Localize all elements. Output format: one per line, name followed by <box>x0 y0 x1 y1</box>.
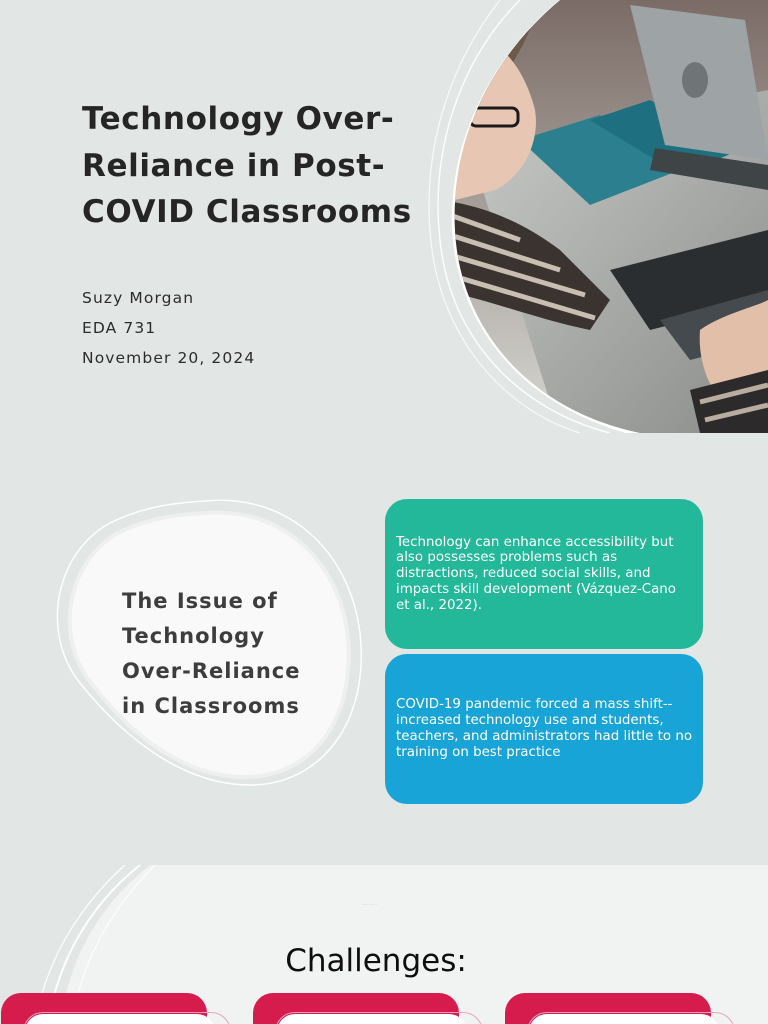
info-card-covid <box>385 654 703 804</box>
info-card-text: Technology can enhance accessibility but also possesses problems such as distractions, reduced social skills, and impacts skill development (Vázquez-Cano et al., 2022). <box>396 534 676 613</box>
presentation-date: November 20, 2024 <box>82 349 256 367</box>
info-card-text: COVID-19 pandemic forced a mass shift-- increased technology use and students, teachers, and administrators had little to no training on best practice <box>396 697 693 760</box>
card-inner <box>277 1014 467 1024</box>
slide-issue <box>0 433 768 865</box>
info-card-accessibility <box>385 499 703 649</box>
author-name: Suzy Morgan <box>82 289 195 307</box>
slide-challenges <box>0 865 768 1024</box>
challenge-card-2 <box>253 993 459 1024</box>
challenge-card-1 <box>1 993 207 1024</box>
challenge-card-3 <box>505 993 711 1024</box>
card-inner <box>529 1014 719 1024</box>
slide-title <box>0 0 768 433</box>
issue-heading: The Issue of Technology Over-Reliance in Classrooms <box>122 589 301 718</box>
presentation-title: Technology Over-Reliance in Post-COVID Classrooms <box>82 101 412 230</box>
card-inner <box>25 1014 215 1024</box>
tiny-note: ..... ....... <box>362 902 377 906</box>
challenges-heading: Challenges: <box>285 943 467 979</box>
course-code: EDA 731 <box>82 319 157 337</box>
